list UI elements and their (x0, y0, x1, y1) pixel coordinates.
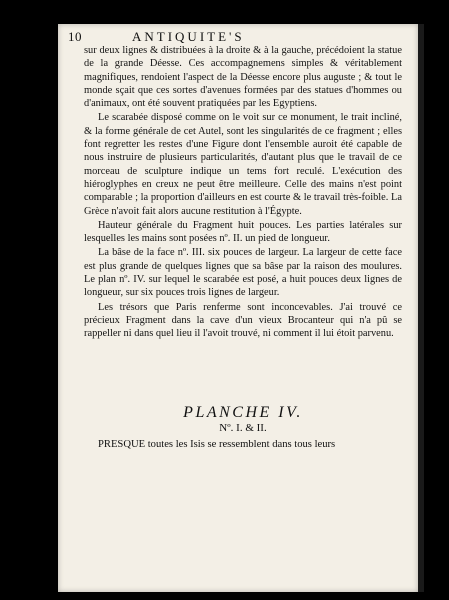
running-title: ANTIQUITE'S (132, 29, 245, 44)
page-header (68, 29, 404, 45)
paragraph-base: La bâse de la face nº. III. six pouces de largeur. La largeur de cette face est plus grande de quelques lignes que sa bâse par la raison des moulures. Le plan nº. IV. sur lequel le scarabée est posé, a huit pouces deux lignes de longueur, sur six pouces trois lignes de largeur. (84, 247, 402, 299)
plate-title: PLANCHE IV. (183, 404, 303, 421)
paragraph-hauteur: Hauteur générale du Fragment huit pouces. Les parties latérales sur lesquelles les mains sont posées nº. II. un pied de longueur. (84, 219, 402, 245)
page-edge (418, 24, 424, 592)
plate-numbers: Nº. I. & II. (219, 422, 267, 434)
page-number: 10 (68, 29, 82, 44)
paragraph-scarabee: Le scarabée disposé comme on le voit sur ce monument, le trait incliné, & la forme générale de cet Autel, sont les singularités de ce fragment ; elles font regretter les restes d'une Figure dont l'ensemble auroit été capable de nous instruire de plusieurs particularités, d'autant plus que le travail de ce morceau de sculpture indique un tems fort reculé. L'exécution des hiéroglyphes en creux ne peut être meilleure. Celle des mains n'est point comparable ; la proportion d'ailleurs en est courte & le travail très-foible. La Grèce n'avoit fait alors aucune restitution à l'Égypte. (84, 112, 402, 217)
paragraph-tresors: Les trésors que Paris renferme sont inconcevables. J'ai trouvé ce précieux Fragment dans la cave d'un vieux Brocanteur qui n'a pû se rappeller ni dans quel lieu il l'avoit trouvé, ni comment il lui étoit parvenu. (84, 301, 402, 340)
body-text (84, 44, 402, 341)
paragraph-isis-start: PRESQUE toutes les Isis se ressemblent dans tous leurs (98, 439, 336, 450)
paragraph-continuation: sur deux lignes & distribuées à la droite & à la gauche, précédoient la statue de la grande Déesse. Ces accompagnemens simples & véritablement magnifiques, rendoient l'aspect de la Déesse encore plus auguste ; & tout le monde sçait que ces sortes d'avenues formées par des statues d'hommes ou d'animaux, ont été souvent pratiquées par les Egyptiens. (84, 45, 402, 110)
